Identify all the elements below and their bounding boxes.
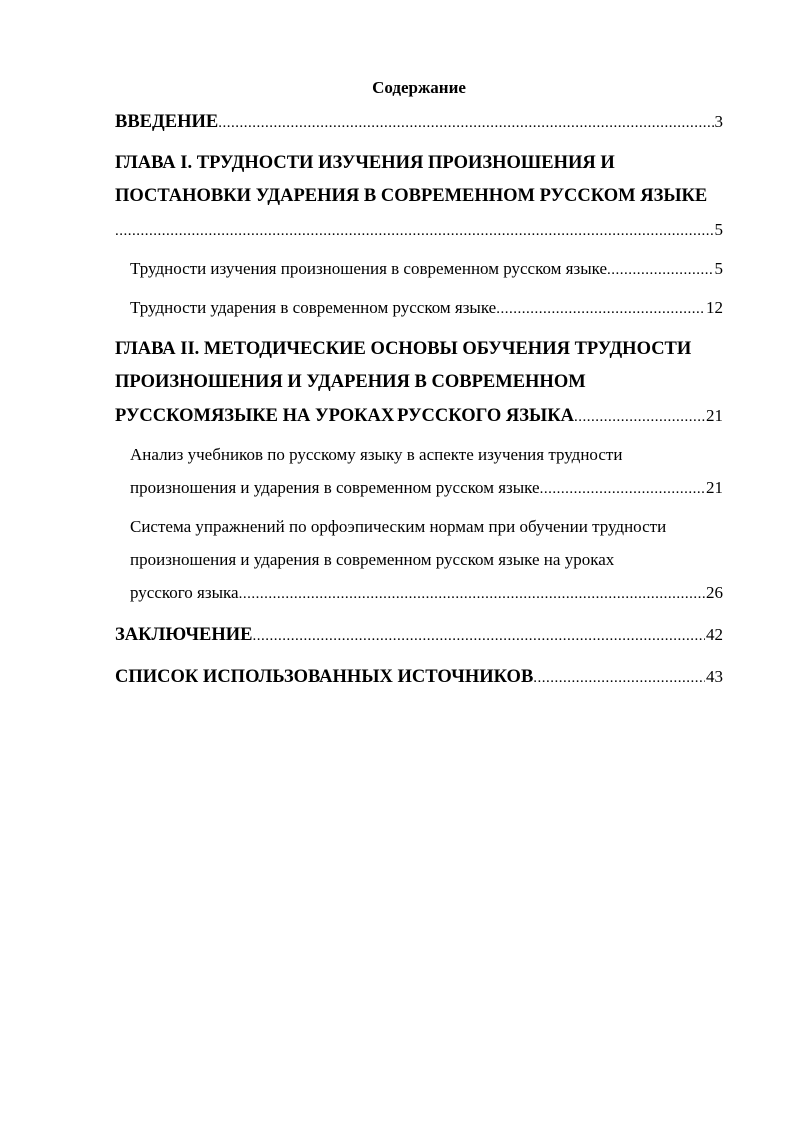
toc-entry-text: СПИСОК ИСПОЛЬЗОВАННЫХ ИСТОЧНИКОВ bbox=[115, 667, 534, 687]
toc-leader-dots bbox=[607, 254, 713, 287]
toc-entry-text: ГЛАВА I. ТРУДНОСТИ ИЗУЧЕНИЯ ПРОИЗНОШЕНИЯ И bbox=[115, 153, 615, 173]
toc-page-number: 12 bbox=[706, 298, 723, 317]
toc-entry-text: ПОСТАНОВКИ УДАРЕНИЯ В СОВРЕМЕННОМ РУССКОМ ЯЗЫКЕ bbox=[115, 186, 708, 206]
toc-entry-line bbox=[115, 660, 723, 695]
toc-page-number: 43 bbox=[706, 667, 723, 686]
toc-entry-line bbox=[115, 105, 723, 140]
toc-entry-text: Трудности ударения в современном русском языке bbox=[130, 298, 497, 317]
toc-entry-text: произношения и ударения в современном русском языке bbox=[130, 478, 540, 497]
toc-page-number: 5 bbox=[714, 220, 723, 239]
document-page bbox=[115, 76, 723, 695]
toc-page-number: 21 bbox=[706, 478, 723, 497]
toc-entry-text-b: РУССКОГО ЯЗЫКА bbox=[397, 406, 574, 426]
toc-title: Содержание bbox=[372, 78, 466, 97]
toc-entry-text: ЗАКЛЮЧЕНИЕ bbox=[115, 625, 253, 645]
toc-entry-text: Анализ учебников по русскому языку в аспекте изучения трудности bbox=[130, 445, 623, 464]
toc-entry-text: русского языка bbox=[130, 583, 239, 602]
toc-entry-references[interactable] bbox=[115, 660, 723, 695]
toc-page-number: 21 bbox=[706, 406, 723, 425]
toc-entry-chapter-2[interactable] bbox=[115, 333, 723, 434]
toc-entry-line bbox=[130, 471, 723, 506]
toc-entry-line bbox=[115, 213, 723, 248]
toc-entry-line bbox=[115, 399, 723, 434]
toc-entry-text: Система упражнений по орфоэпическим нормам при обучении трудности bbox=[130, 517, 667, 536]
toc-leader-dots bbox=[239, 578, 705, 611]
toc-entry-line bbox=[130, 291, 723, 326]
toc-entry-conclusion[interactable] bbox=[115, 618, 723, 653]
toc-entry-text: произношения и ударения в современном русском языке на уроках bbox=[130, 550, 615, 569]
toc-entry-chapter-1[interactable] bbox=[115, 147, 723, 248]
toc-entry-section-2-2[interactable] bbox=[115, 510, 723, 611]
toc-page-number: 5 bbox=[714, 259, 723, 278]
toc-entry-text: Трудности изучения произношения в современном русском языке bbox=[130, 259, 608, 278]
toc-entry-section-2-1[interactable] bbox=[115, 438, 723, 506]
toc-entry-text-a: РУССКОМЯЗЫКЕ НА УРОКАХ bbox=[115, 406, 395, 426]
toc-entry-line bbox=[130, 252, 723, 287]
toc-leader-dots bbox=[253, 620, 706, 653]
toc-entry-line bbox=[130, 576, 723, 611]
toc-entry-text: ГЛАВА II. МЕТОДИЧЕСКИЕ ОСНОВЫ ОБУЧЕНИЯ ТРУДНОСТИ bbox=[115, 339, 692, 359]
toc-entry-introduction[interactable] bbox=[115, 105, 723, 140]
toc-entry-section-1-2[interactable] bbox=[115, 291, 723, 326]
toc-leader-dots bbox=[533, 662, 705, 695]
toc-page-number: 3 bbox=[714, 112, 723, 131]
toc-entry-line bbox=[115, 618, 723, 653]
toc-entry-section-1-1[interactable] bbox=[115, 252, 723, 287]
toc-leader-dots bbox=[496, 293, 705, 326]
toc-entry-text: ВВЕДЕНИЕ bbox=[115, 112, 219, 132]
toc-entry-text: ПРОИЗНОШЕНИЯ И УДАРЕНИЯ В СОВРЕМЕННОМ bbox=[115, 372, 586, 392]
toc-page-number: 26 bbox=[706, 583, 723, 602]
toc-leader-dots bbox=[540, 473, 705, 506]
toc-page-number: 42 bbox=[706, 625, 723, 644]
toc-leader-dots bbox=[218, 107, 713, 140]
toc-leader-dots bbox=[574, 401, 705, 434]
toc-leader-dots bbox=[115, 215, 714, 248]
